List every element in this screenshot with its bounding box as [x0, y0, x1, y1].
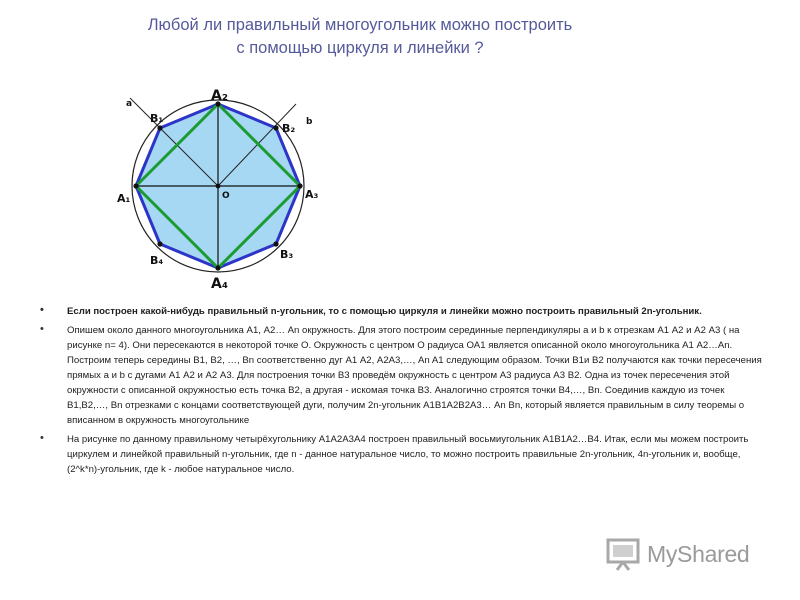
label-a: a — [126, 99, 133, 109]
vertex-A3 — [297, 183, 302, 188]
label-B1: B₁ — [150, 112, 164, 125]
label-A3: A₃ — [305, 188, 319, 201]
vertex-B1 — [157, 125, 162, 130]
octagon-construction-figure — [110, 82, 335, 297]
title-line-1: Любой ли правильный многоугольник можно построить — [147, 16, 573, 34]
bullet-list — [40, 304, 764, 481]
vertex-B4 — [157, 241, 162, 246]
label-B3: B₃ — [280, 248, 294, 261]
label-b: b — [306, 117, 313, 127]
bullet-item-3: • На рисунке по данному правильному четырёхугольнику А1А2А3А4 построен правильный восьмиугольник А1В1А2…В4. Итак, если мы можем построить циркулем и линейкой правильный n-угольник, где n - данное натуральное число, то можно построить правильные 2n-угольник, 4n-угольник и, вообще, (2^k*n)-угольник, где k - любое натуральное число. — [40, 432, 764, 477]
label-B4: B₄ — [150, 254, 164, 267]
label-A1: A₁ — [117, 192, 131, 205]
label-A4: A₄ — [211, 276, 228, 292]
bullet-item-1: • Если построен какой-нибудь правильный n-угольник, то с помощью циркуля и линейки можно построить правильный 2n-угольник. — [40, 304, 764, 319]
center-point-O — [216, 184, 221, 189]
vertex-A4 — [215, 265, 220, 270]
slide-title — [80, 14, 640, 60]
presentation-screen-icon — [606, 537, 642, 571]
label-A2: A₂ — [211, 88, 228, 104]
label-O: O — [222, 191, 230, 201]
title-line-2: с помощью циркуля и линейки ? — [236, 39, 484, 57]
myshared-logo — [606, 536, 749, 572]
label-B2: B₂ — [282, 122, 296, 135]
bullet-item-2: • Опишем около данного многоугольника А1, А2… An окружность. Для этого построим серединные перпендикуляры а и b к отрезкам А1 А2 и А2 А3 ( на рисунке n= 4). Они пересекаются в некоторой точке О. Окружность с центром О радиуса ОА1 является описанной около многоугольника А1 А2…An. Построим теперь середины В1, В2, …, Вn соответственно дуг А1 А2, А2А3,…, An A1 следующим образом. Точки В1и В2 получаются как точки пересечения прямых a и b с дугами А1 А2 и А2 А3. Для построения точки В3 проведём окружность с центром А3 радиуса А3 В2. Одна из точек пересечения этой окружности с описанной окружностью есть точка В2, а другая - искомая точка В3. Аналогично строятся точки В4,…, Вn. Соединив каждую из точек В1,В2,…, Вn отрезками с концами соответствующей дуги, получим 2n-угольник А1В1А2В2А3… An Bn, который является правильным в силу теоремы о вписанном в окружность многоугольнике — [40, 323, 764, 428]
vertex-B2 — [273, 125, 278, 130]
vertex-B3 — [273, 241, 278, 246]
vertex-A1 — [133, 183, 138, 188]
logo-text: MyShared — [647, 540, 750, 567]
